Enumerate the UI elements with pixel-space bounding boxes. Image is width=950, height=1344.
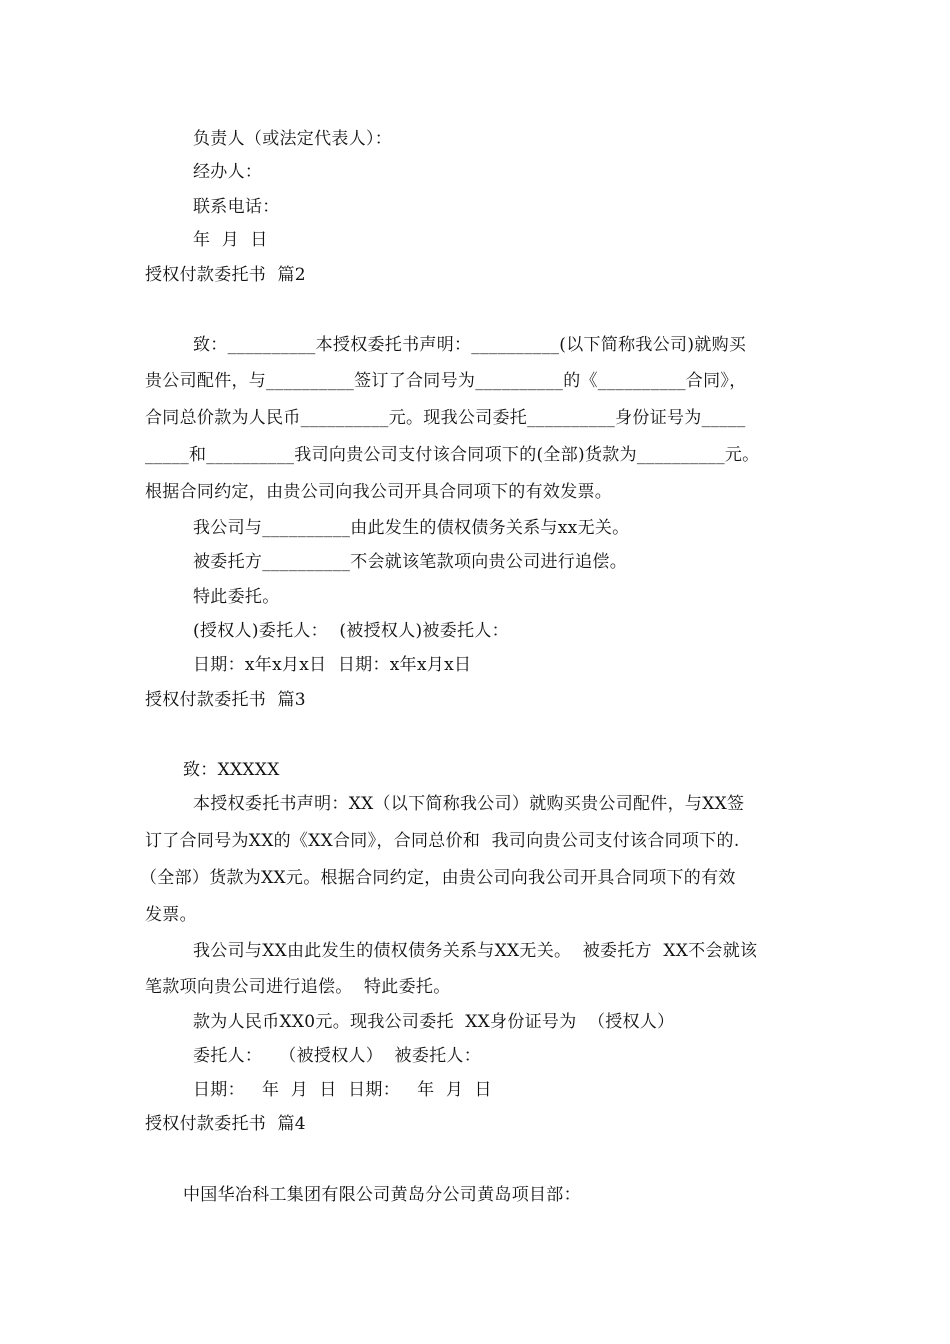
signature-responsible-person: 负责人（或法定代表人）： [193,129,393,149]
paragraph-line: 被委托方__________不会就该笔款项向贵公司进行追偿。 [193,552,627,572]
paragraph-line: 合同总价款为人民币__________元。现我公司委托__________身份证号为_____ [145,408,746,428]
signature-dates: 日期：x年x月x日 日期：x年x月x日 [193,655,472,675]
section-heading-4: 授权付款委托书 篇4 [145,1114,306,1134]
paragraph-line: 本授权委托书声明：XX（以下简称我公司）就购买贵公司配件，与XX签 [193,794,745,814]
paragraph-line: 款为人民币XX0元。现我公司委托 XX身份证号为 （授权人） [193,1012,675,1032]
signature-date: 年 月 日 [193,230,268,250]
paragraph-line: 致：__________本授权委托书声明：__________(以下简称我公司)就购买 [193,335,747,355]
paragraph-line: 根据合同约定，由贵公司向我公司开具合同项下的有效发票。 [145,482,613,502]
paragraph-line: （全部）货款为XX元。根据合同约定，由贵公司向我公司开具合同项下的有效 [140,868,736,888]
paragraph-line: 特此委托。 [193,587,280,607]
paragraph-line: 我公司与__________由此发生的债权债务关系与xx无关。 [193,518,630,538]
addressee: 中国华冶科工集团有限公司黄岛分公司黄岛项目部： [183,1185,581,1205]
paragraph-line: 我公司与XX由此发生的债权债务关系与XX无关。 被委托方 XX不会就该 [193,941,758,961]
section-heading-2: 授权付款委托书 篇2 [145,265,306,285]
signature-parties: (授权人)委托人： (被授权人)被委托人： [193,621,509,641]
signature-dates: 日期： 年 月 日 日期： 年 月 日 [193,1080,492,1100]
paragraph-line: _____和__________我司向贵公司支付该合同项下的(全部)货款为__________元。 [145,445,760,465]
section-heading-3: 授权付款委托书 篇3 [145,690,306,710]
paragraph-line: 发票。 [145,905,197,925]
signature-phone: 联系电话： [193,197,280,217]
signature-parties: 委托人： （被授权人） 被委托人： [193,1046,482,1066]
signature-handler: 经办人： [193,162,263,182]
paragraph-line: 笔款项向贵公司进行追偿。 特此委托。 [145,977,451,997]
paragraph-line: 订了合同号为XX的《XX合同》，合同总价和 我司向贵公司支付该合同项下的. [145,831,740,851]
paragraph-line: 贵公司配件，与__________签订了合同号为__________的《__________合同》， [145,371,747,391]
addressee: 致：XXXXX [183,760,280,780]
